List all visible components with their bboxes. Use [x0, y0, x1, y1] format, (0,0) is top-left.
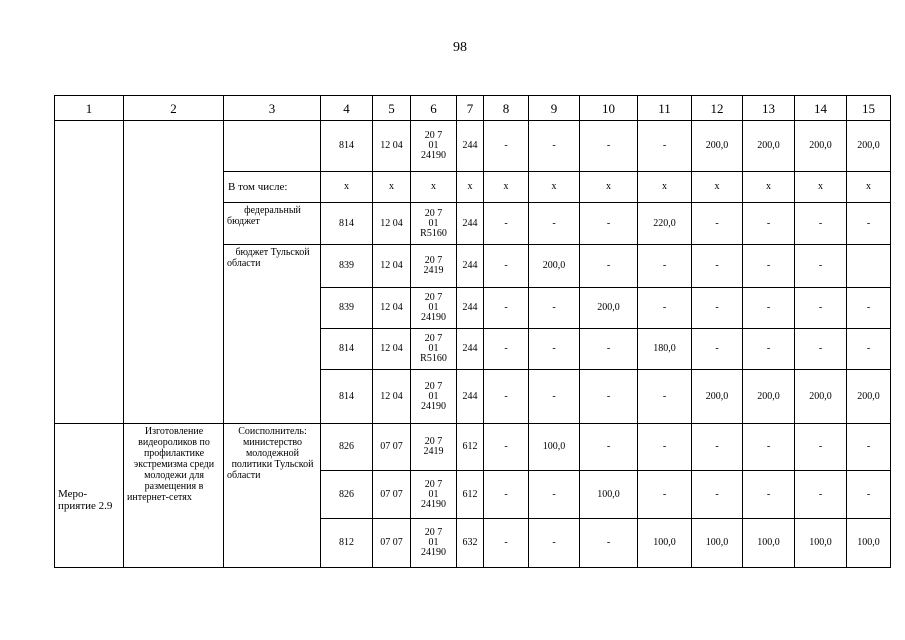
value-cell: -: [580, 370, 638, 424]
header-cell: 11: [638, 96, 692, 121]
section-code-cell: x: [373, 172, 411, 203]
value-cell: 100,0: [692, 519, 743, 568]
value-cell: -: [743, 424, 795, 471]
value-cell: 180,0: [638, 329, 692, 370]
value-cell: -: [580, 203, 638, 245]
header-cell: 4: [321, 96, 373, 121]
value-cell: -: [484, 203, 529, 245]
header-cell: 9: [529, 96, 580, 121]
expense-type-cell: 244: [457, 329, 484, 370]
header-cell: 5: [373, 96, 411, 121]
value-cell: -: [692, 424, 743, 471]
value-cell: -: [529, 370, 580, 424]
code-line: 01: [428, 537, 439, 548]
header-cell: 12: [692, 96, 743, 121]
table-row: [55, 424, 891, 471]
value-cell: -: [847, 471, 891, 519]
value-cell: -: [847, 329, 891, 370]
code-line: 24190: [421, 150, 446, 161]
code-line: 2419: [423, 265, 444, 276]
value-cell: -: [529, 519, 580, 568]
header-cell: 6: [411, 96, 457, 121]
header-cell: 8: [484, 96, 529, 121]
value-cell: -: [529, 329, 580, 370]
expense-type-cell: x: [457, 172, 484, 203]
value-cell: 200,0: [692, 370, 743, 424]
ministry-code-cell: 839: [321, 288, 373, 329]
value-cell: x: [743, 172, 795, 203]
executor-cell: бюджет Тульской области: [224, 245, 321, 424]
budget-code-cell: [411, 370, 457, 424]
value-cell: -: [580, 519, 638, 568]
value-cell: 100,0: [580, 471, 638, 519]
value-cell: -: [638, 370, 692, 424]
code-line: 2419: [423, 446, 444, 457]
budget-code-cell: [411, 288, 457, 329]
expense-type-cell: 612: [457, 471, 484, 519]
code-line: 20 7: [424, 292, 443, 303]
header-cell: 15: [847, 96, 891, 121]
value-cell: -: [484, 519, 529, 568]
code-line: 01: [428, 390, 439, 402]
ministry-code-cell: 826: [321, 424, 373, 471]
value-cell: -: [795, 288, 847, 329]
ministry-code-cell: 812: [321, 519, 373, 568]
value-cell: -: [529, 288, 580, 329]
section-code-cell: 12 04: [373, 245, 411, 288]
value-cell: 200,0: [529, 245, 580, 288]
budget-code-cell: [411, 519, 457, 568]
measure-number-cell: Меро-приятие 2.9: [55, 424, 124, 568]
code-line: R5160: [420, 353, 447, 364]
section-code-cell: 07 07: [373, 424, 411, 471]
value-cell: x: [847, 172, 891, 203]
expense-type-cell: 244: [457, 245, 484, 288]
value-cell: -: [484, 424, 529, 471]
value-cell: 100,0: [795, 519, 847, 568]
value-cell: -: [484, 471, 529, 519]
value-cell: 200,0: [743, 121, 795, 172]
expense-type-cell: 244: [457, 203, 484, 245]
value-cell: 100,0: [529, 424, 580, 471]
value-cell: x: [692, 172, 743, 203]
value-cell: 200,0: [847, 370, 891, 424]
header-cell: 1: [55, 96, 124, 121]
value-cell: -: [692, 329, 743, 370]
value-cell: -: [692, 203, 743, 245]
value-cell: -: [795, 424, 847, 471]
value-cell: -: [847, 203, 891, 245]
value-cell: -: [529, 471, 580, 519]
code-line: 24190: [421, 498, 446, 510]
value-cell: -: [484, 329, 529, 370]
header-cell: 3: [224, 96, 321, 121]
expense-type-cell: 632: [457, 519, 484, 568]
value-cell: -: [638, 121, 692, 172]
value-cell: -: [529, 203, 580, 245]
code-line: 20 7: [424, 333, 443, 344]
value-cell: 100,0: [638, 519, 692, 568]
value-cell: 200,0: [847, 121, 891, 172]
value-cell: -: [795, 329, 847, 370]
value-cell: x: [795, 172, 847, 203]
ministry-code-cell: 814: [321, 203, 373, 245]
value-cell: -: [580, 245, 638, 288]
code-line: 20 7: [424, 130, 443, 141]
value-cell: -: [638, 245, 692, 288]
value-cell: -: [638, 424, 692, 471]
expense-type-cell: 244: [457, 370, 484, 424]
budget-code-cell: [411, 203, 457, 245]
ministry-code-cell: 814: [321, 329, 373, 370]
code-line: 24190: [421, 547, 446, 558]
value-cell: -: [847, 288, 891, 329]
value-cell: -: [743, 471, 795, 519]
budget-code-cell: [411, 172, 457, 203]
section-code-cell: 12 04: [373, 121, 411, 172]
budget-code-cell: [411, 471, 457, 519]
value-cell: -: [743, 329, 795, 370]
expense-type-cell: 244: [457, 121, 484, 172]
page-number: 98: [453, 40, 467, 55]
header-cell: 2: [124, 96, 224, 121]
value-cell: 220,0: [638, 203, 692, 245]
value-cell: x: [529, 172, 580, 203]
ministry-code-cell: 814: [321, 370, 373, 424]
value-cell: 200,0: [692, 121, 743, 172]
value-cell: -: [847, 424, 891, 471]
value-cell: -: [484, 370, 529, 424]
value-cell: -: [692, 471, 743, 519]
budget-code-cell: [411, 424, 457, 471]
value-cell: -: [484, 245, 529, 288]
header-cell: 7: [457, 96, 484, 121]
value-cell: 200,0: [795, 121, 847, 172]
code-line: 24190: [421, 312, 446, 323]
measure-name-cell: Изготовление видеороликов по профилактике экстремизма среди молодежи для размещения в интернет-сетях: [124, 424, 224, 568]
code-line: 20 7: [424, 527, 443, 538]
value-cell: -: [638, 471, 692, 519]
value-cell: -: [743, 288, 795, 329]
value-cell: 100,0: [743, 519, 795, 568]
value-cell: -: [580, 121, 638, 172]
value-cell: -: [795, 245, 847, 288]
value-cell: -: [795, 203, 847, 245]
value-cell: -: [580, 329, 638, 370]
header-row: [55, 96, 891, 121]
value-cell: -: [529, 121, 580, 172]
code-line: 01: [428, 488, 439, 500]
budget-code-cell: [411, 329, 457, 370]
expense-type-cell: 612: [457, 424, 484, 471]
table-row: [55, 121, 891, 172]
section-code-cell: 07 07: [373, 471, 411, 519]
code-line: 20 7: [424, 380, 443, 392]
value-cell: -: [580, 424, 638, 471]
value-cell: x: [638, 172, 692, 203]
code-line: R5160: [420, 227, 447, 239]
value-cell: -: [795, 471, 847, 519]
ministry-code-cell: 839: [321, 245, 373, 288]
code-line: 20 7: [424, 436, 443, 447]
executor-cell: В том числе:: [224, 172, 321, 203]
ministry-code-cell: 814: [321, 121, 373, 172]
value-cell: 100,0: [847, 519, 891, 568]
code-line: 20 7: [424, 255, 443, 266]
table-body: [55, 96, 891, 568]
value-cell: -: [638, 288, 692, 329]
value-cell: -: [692, 288, 743, 329]
budget-table: [54, 95, 891, 568]
section-code-cell: 12 04: [373, 203, 411, 245]
value-cell: 200,0: [580, 288, 638, 329]
executor-cell: Соисполнитель: министерство молодежной политики Тульской области: [224, 424, 321, 568]
code-line: 01: [428, 217, 439, 229]
expense-type-cell: 244: [457, 288, 484, 329]
value-cell: -: [743, 245, 795, 288]
executor-cell: [224, 121, 321, 172]
ministry-code-cell: x: [321, 172, 373, 203]
code-line: 01: [428, 302, 439, 313]
header-cell: 10: [580, 96, 638, 121]
section-code-cell: 12 04: [373, 288, 411, 329]
section-code-cell: 12 04: [373, 370, 411, 424]
budget-code-cell: [411, 121, 457, 172]
section-code-cell: 07 07: [373, 519, 411, 568]
value-cell: x: [484, 172, 529, 203]
code-line: 01: [428, 140, 439, 151]
executor-cell: федеральный бюджет: [224, 203, 321, 245]
value-cell: -: [484, 121, 529, 172]
ministry-code-cell: 826: [321, 471, 373, 519]
code-line: 01: [428, 343, 439, 354]
value-cell: -: [484, 288, 529, 329]
value-cell: -: [692, 245, 743, 288]
value-cell: 200,0: [795, 370, 847, 424]
value-cell: -: [743, 203, 795, 245]
code-line: x: [431, 181, 436, 192]
code-line: 20 7: [424, 207, 443, 219]
value-cell: 200,0: [743, 370, 795, 424]
value-cell: x: [580, 172, 638, 203]
section-code-cell: 12 04: [373, 329, 411, 370]
code-line: 24190: [421, 400, 446, 412]
header-cell: 14: [795, 96, 847, 121]
value-cell: [847, 245, 891, 288]
header-cell: 13: [743, 96, 795, 121]
code-line: 20 7: [424, 478, 443, 490]
measure-name-cell: [124, 121, 224, 424]
measure-number-cell: [55, 121, 124, 424]
budget-code-cell: [411, 245, 457, 288]
